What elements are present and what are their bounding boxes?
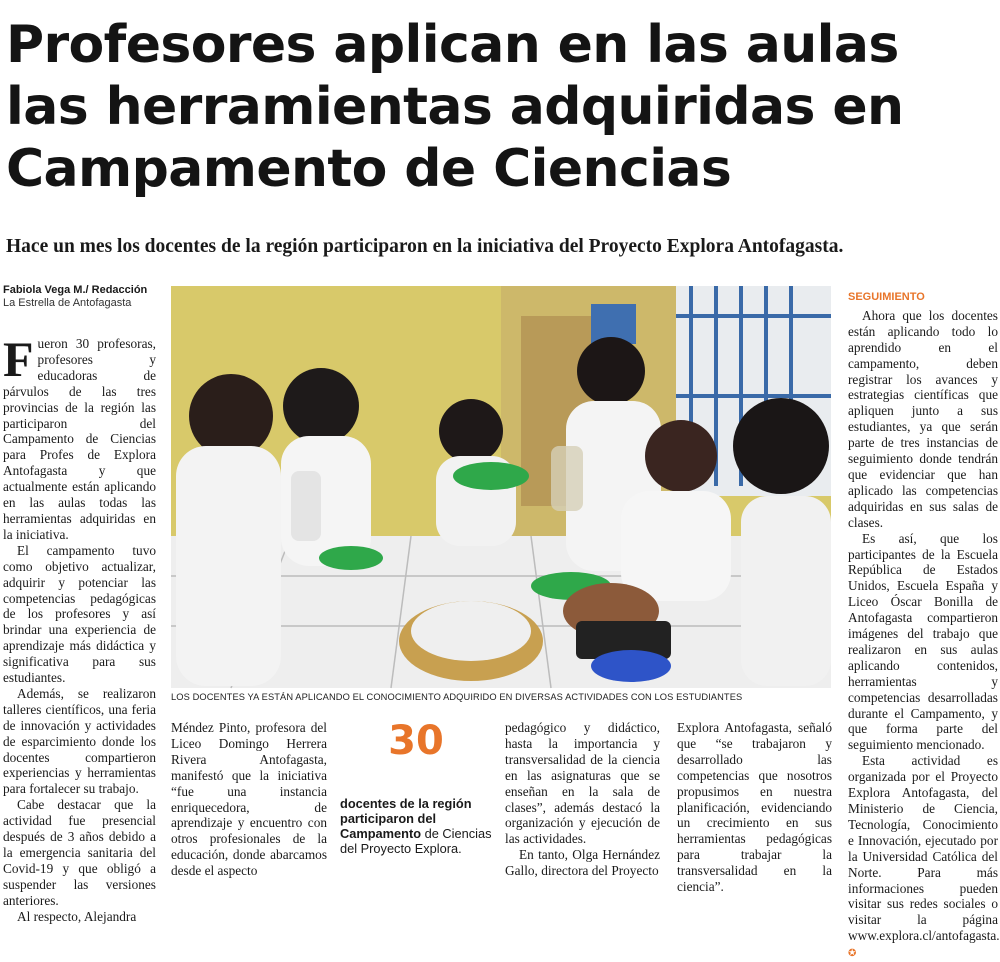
headline-line-1: Profesores aplican en las aulas — [6, 15, 899, 75]
paragraph: Al respecto, Alejandra — [17, 908, 137, 924]
paragraph: Méndez Pinto, profesora del Liceo Domingo Herrera Rivera Antofagasta, manifestó que la iniciativa “fue una instancia enriquecedora, de aprendizaje y encuentro con otros profesionales de la educación, donde abarcamos desde el aspecto — [171, 720, 327, 879]
article-column-3 — [505, 720, 660, 879]
fact-text-bold: docentes de la región participaron del Campamento — [340, 796, 472, 841]
paragraph: El campamento tuvo como objetivo actualizar, adquirir y potenciar las competencias pedagógicas de los profesores y así brindar una experiencia de aprendizaje más didáctica y significativa para sus estudiantes. — [3, 542, 156, 686]
byline-author: Fabiola Vega M./ Redacción — [3, 284, 148, 296]
article-column-1 — [3, 331, 156, 924]
paragraph: pedagógico y didáctico, hasta la importancia y transversalidad de la ciencia en las asignaturas que se enseñan en la sala de clases”, además destacó la organización y ejecución de las actividades. — [505, 720, 660, 847]
article-column-5 — [848, 290, 1000, 960]
deck-subtitle: Hace un mes los docentes de la región participaron en la iniciativa del Proyecto Explora Antofagasta. — [6, 236, 844, 257]
paragraph: Es así, que los participantes de la Escuela República de Estados Unidos, Escuela España y Liceo Óscar Bonilla de Antofagasta compartieron imágenes del trabajo que realizaron en sus aulas aplicando contenidos, herramientas y competencias desarrolladas durante el Campamento, y que forma parte del seguimiento mencionado. — [848, 530, 998, 753]
fact-box — [340, 716, 492, 866]
fact-number: 30 — [388, 718, 444, 764]
paragraph: En tanto, Olga Hernández Gallo, directora del Proyecto — [505, 847, 660, 879]
paragraph: Además, se realizaron talleres científicos, una feria de innovación y actividades de esparcimiento donde los docentes compartieron experiencias y herramientas para fortalecer su trabajo. — [3, 685, 156, 797]
paragraph: Cabe destacar que la actividad fue presencial después de 3 años debido a la emergencia sanitaria del Covid-19 y que obligó a suspender las versiones anteriores. — [3, 797, 156, 908]
headline — [6, 14, 996, 200]
drop-cap: F — [3, 331, 34, 387]
paragraph: Explora Antofagasta, señaló que “se trabajaron y desarrollado las competencias que nosotros propusimos en nuestra planificación, evidenciando un crecimiento en sus herramientas pedagógicas para trabajar la transversalidad en la ciencia”. — [677, 720, 832, 895]
article-column-4 — [677, 720, 832, 895]
classroom-photo-illustration — [171, 286, 831, 688]
headline-line-2: las herramientas adquiridas en — [6, 77, 904, 137]
section-label: SEGUIMIENTO — [848, 291, 925, 303]
fact-text-regular: de Ciencias del Proyecto Explora. — [340, 826, 492, 856]
fact-text — [340, 796, 492, 856]
photo-caption: LOS DOCENTES YA ESTÁN APLICANDO EL CONOCIMIENTO ADQUIRIDO EN DIVERSAS ACTIVIDADES CON LOS ESTUDIANTES — [171, 692, 743, 702]
end-mark-icon: ✪ — [848, 948, 857, 960]
paragraph: Ahora que los docentes están aplicando todo lo aprendido en el campamento, deben registrar los avances y estrategias científicas que apliquen junto a sus estudiantes, ya que serán parte de tres instancias de seguimiento donde tendrán que evidenciar que han aplicado las competencias adquiridas en sus salas de clases. — [848, 307, 998, 530]
article-photo — [171, 286, 831, 688]
byline-outlet: La Estrella de Antofagasta — [3, 297, 132, 309]
headline-line-3: Campamento de Ciencias — [6, 139, 732, 199]
paragraph-intro: Fueron 30 profesoras, profesores y educadoras de párvulos de las tres provincias de la región las participaron del Campamento de Ciencias para Profes de Explora Antofagasta y que actualmente están aplicando en las aulas todas las herramientas adquiridas en la iniciativa. — [3, 331, 156, 542]
byline — [3, 284, 163, 310]
article-column-2 — [171, 720, 327, 879]
paragraph: Esta actividad es organizada por el Proyecto Explora Antofagasta, del Ministerio de Ciencia, Tecnología, Conocimiento e Innovación, ejecutado por la Universidad Católica del Norte. Para más informaciones pueden visitar sus redes sociales o visitar la página www.explora.cl/antofagasta. ✪ — [848, 753, 1000, 960]
